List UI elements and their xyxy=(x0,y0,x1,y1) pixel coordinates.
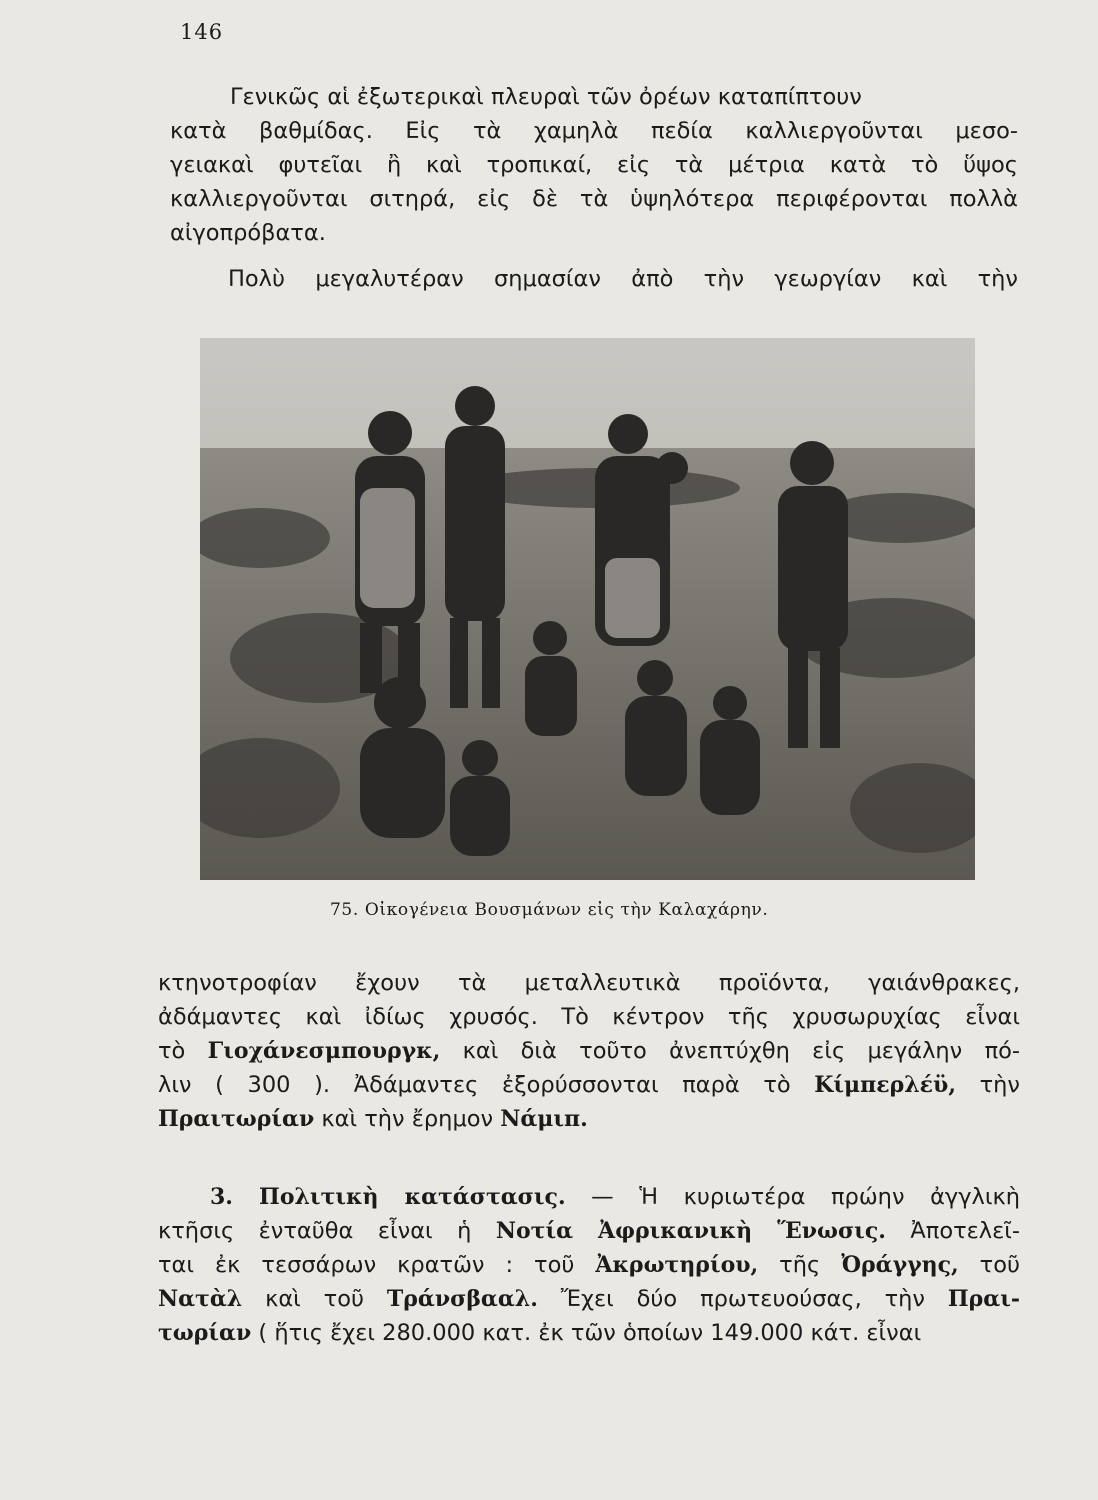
photo-illustration xyxy=(200,338,975,880)
text-run: καὶ τὴν ἔρημον xyxy=(314,1106,501,1132)
paragraph-1-continued xyxy=(170,114,1018,250)
text-run: κτῆσις ἐνταῦθα εἶναι ἡ xyxy=(158,1218,496,1244)
place-name-cape: Ἀκρωτηρίου, xyxy=(595,1252,759,1278)
text-run: τοῦ xyxy=(958,1252,1020,1278)
text-run: τῆς xyxy=(758,1252,842,1278)
place-name-pretoria: Πραιτωρίαν xyxy=(158,1106,315,1132)
place-name-natal: Νατὰλ xyxy=(158,1286,243,1312)
text-run: Ἀποτελεῖ- xyxy=(885,1218,1021,1244)
place-name-orange: Ὀράγγης, xyxy=(841,1252,959,1278)
paragraph-4 xyxy=(158,1180,1020,1350)
text-line: γειακαὶ φυτεῖαι ἢ καὶ τροπικαί, εἰς τὰ μέτρια κατὰ τὸ ὕψος xyxy=(170,152,1018,178)
text-line xyxy=(158,1282,1020,1316)
page-number: 146 xyxy=(180,20,224,44)
text-run: καὶ τοῦ xyxy=(242,1286,387,1312)
text-run: τὴν xyxy=(955,1072,1020,1098)
section-heading: Πολιτικὴ κατάστασις. xyxy=(259,1184,566,1210)
text-line xyxy=(158,1316,1020,1350)
text-run: καὶ διὰ τοῦτο ἀνεπτύχθη εἰς μεγάλην πό- xyxy=(440,1038,1020,1064)
text-line: Πολὺ μεγαλυτέραν σημασίαν ἀπὸ τὴν γεωργίαν καὶ τὴν xyxy=(228,266,1018,292)
section-number: 3. xyxy=(210,1184,260,1210)
place-name-namib: Νάμιπ. xyxy=(500,1106,588,1132)
text-line: αἰγοπρόβατα. xyxy=(170,220,326,246)
text-line xyxy=(158,1214,1020,1248)
text-line: κτηνοτροφίαν ἔχουν τὰ μεταλλευτικὰ προϊόντα, γαιάνθρακες, xyxy=(158,970,1020,996)
text-line: ἀδάμαντες καὶ ἰδίως χρυσός. Τὸ κέντρον τῆς χρυσωρυχίας εἶναι xyxy=(158,1004,1020,1030)
text-run: τὸ xyxy=(158,1038,208,1064)
bushmen-family-photo xyxy=(200,338,975,880)
paragraph-2 xyxy=(228,262,1018,296)
text-line: Γενικῶς αἱ ἐξωτερικαὶ πλευραὶ τῶν ὀρέων καταπίπτουν xyxy=(230,84,862,110)
place-name-pretoria-end: τωρίαν xyxy=(158,1320,252,1346)
paragraph-3 xyxy=(158,966,1020,1136)
place-name-union: Νοτία Ἀφρικανικὴ Ἕνωσις. xyxy=(495,1218,886,1244)
place-name-johannesburg: Γιοχάνεσμπουργκ, xyxy=(207,1038,441,1064)
text-line xyxy=(158,1068,1020,1102)
text-run: Ἔχει δύο πρωτευούσας, τὴν xyxy=(537,1286,948,1312)
place-name-transvaal: Τράνσβααλ. xyxy=(386,1286,538,1312)
text-line xyxy=(158,1180,1020,1214)
text-line xyxy=(158,1248,1020,1282)
text-line: καλλιεργοῦνται σιτηρά, εἰς δὲ τὰ ὑψηλότερα περιφέρονται πολλὰ xyxy=(170,186,1018,212)
photo-caption: 75. Οἰκογένεια Βουσμάνων εἰς τὴν Καλαχάρην. xyxy=(330,900,769,920)
text-run: ται ἐκ τεσσάρων κρατῶν : τοῦ xyxy=(158,1252,596,1278)
text-run: ( ἥτις ἔχει 280.000 κατ. ἐκ τῶν ὁποίων 149.000 κάτ. εἶναι xyxy=(251,1320,922,1346)
text-line xyxy=(158,1034,1020,1068)
text-run: λιν ( 300 ). Ἀδάμαντες ἐξορύσσονται παρὰ τὸ xyxy=(158,1072,815,1098)
text-run: — Ἡ κυριωτέρα πρώην ἀγγλικὴ xyxy=(565,1184,1020,1210)
text-line xyxy=(158,1102,1020,1136)
text-line: κατὰ βαθμίδας. Εἰς τὰ χαμηλὰ πεδία καλλιεργοῦνται μεσο- xyxy=(170,118,1018,144)
place-name-kimberley: Κίμπερλέϋ, xyxy=(814,1072,956,1098)
paragraph-1 xyxy=(230,80,1020,114)
place-name-pretoria-start: Πραι- xyxy=(947,1286,1020,1312)
